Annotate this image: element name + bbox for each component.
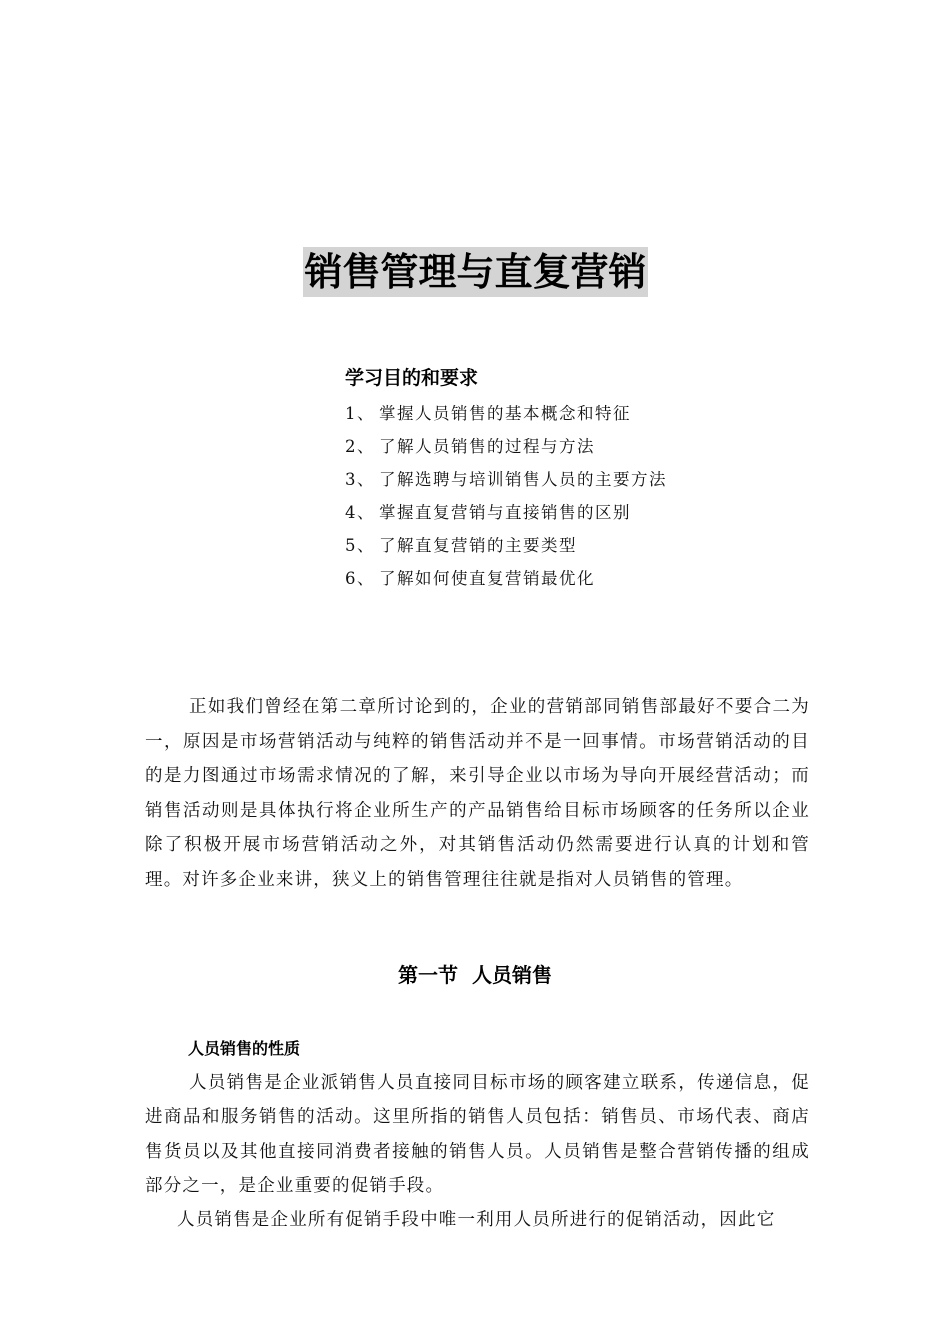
objective-item (345, 562, 765, 595)
objective-number: 1、 (345, 404, 375, 423)
section-title: 第一节 人员销售 (398, 963, 552, 987)
objective-item (345, 529, 765, 562)
objective-item (345, 496, 765, 529)
objective-number: 6、 (345, 569, 375, 588)
objectives-heading: 学习目的和要求 (345, 367, 479, 389)
objective-item (345, 463, 765, 496)
objective-number: 4、 (345, 503, 375, 522)
objective-number: 5、 (345, 536, 375, 555)
body-paragraph: 人员销售是企业所有促销手段中唯一利用人员所进行的促销活动，因此它 (177, 1210, 776, 1230)
learning-objectives (345, 364, 765, 595)
objective-item (345, 430, 765, 463)
objective-text: 了解人员销售的过程与方法 (379, 437, 595, 456)
objective-item (345, 397, 765, 430)
document-title: 销售管理与直复营销 (303, 247, 648, 297)
objective-text: 了解选聘与培训销售人员的主要方法 (379, 470, 667, 489)
objectives-list (345, 397, 765, 595)
objective-text: 掌握人员销售的基本概念和特征 (379, 404, 631, 423)
objective-number: 2、 (345, 437, 375, 456)
intro-paragraph: 正如我们曾经在第二章所讨论到的，企业的营销部同销售部最好不要合二为一，原因是市场营销活动与纯粹的销售活动并不是一回事情。市场营销活动的目的是力图通过市场需求情况的了解，来引导企业以市场为导向开展经营活动；而销售活动则是具体执行将企业所生产的产品销售给目标市场顾客的任务所以企业除了积极开展市场营销活动之外，对其销售活动仍然需要进行认真的计划和管理。对许多企业来讲，狭义上的销售管理往往就是指对人员销售的管理。 (145, 697, 810, 890)
objective-text: 了解如何使直复营销最优化 (379, 569, 595, 588)
objective-text: 了解直复营销的主要类型 (379, 536, 577, 555)
body-paragraph: 人员销售是企业派销售人员直接同目标市场的顾客建立联系，传递信息，促进商品和服务销售的活动。这里所指的销售人员包括：销售员、市场代表、商店售货员以及其他直接同消费者接触的销售人员。人员销售是整合营销传播的组成部分之一，是企业重要的促销手段。 (145, 1073, 810, 1197)
objective-text: 掌握直复营销与直接销售的区别 (379, 503, 631, 522)
section-subheading: 人员销售的性质 (188, 1039, 301, 1058)
objective-number: 3、 (345, 470, 375, 489)
